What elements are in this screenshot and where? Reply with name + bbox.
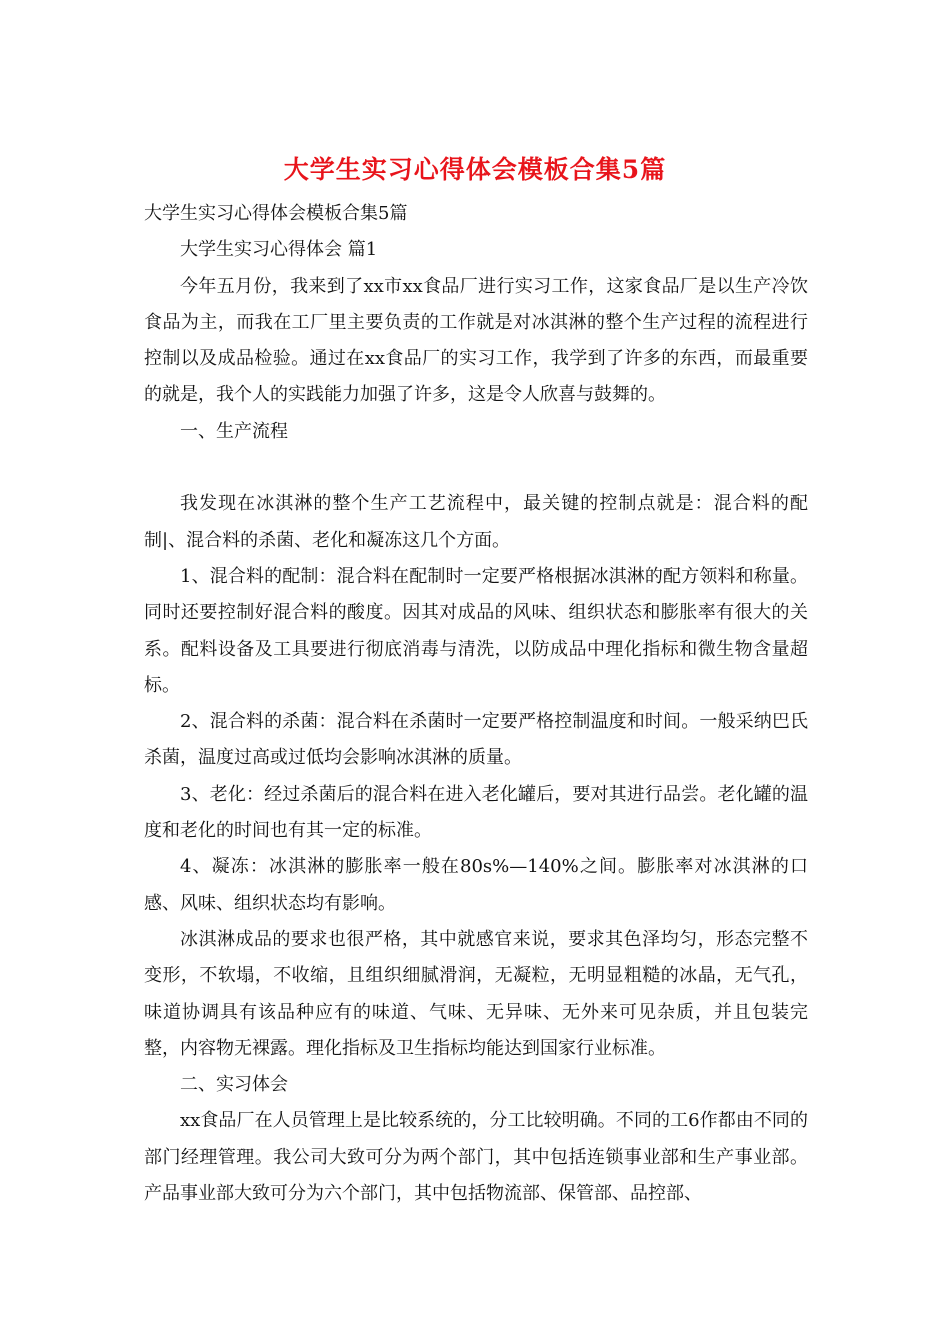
blank-line [144,450,808,486]
article-heading: 大学生实习心得体会 篇1 [180,239,378,261]
paragraph-key-points: 我发现在冰淇淋的整个生产工艺流程中，最关键的控制点就是：混合料的配制|、混合料的杀菌、老化和凝冻这几个方面。 [144,493,808,551]
document-body [144,196,808,1212]
section-heading-production: 一、生产流程 [180,420,288,442]
paragraph-product-requirements: 冰淇淋成品的要求也很严格，其中就感官来说，要求其色泽均匀，形态完整不变形，不软塌，不收缩，且组织细腻滑润，无凝粒，无明显粗糙的冰晶，无气孔，味道协调具有该品种应有的味道、气味、无异味、无外来可见杂质，并且包装完整，内容物无裸露。理化指标及卫生指标均能达到国家行业标准。 [144,928,808,1059]
paragraph-management: xx食品厂在人员管理上是比较系统的，分工比较明确。不同的工6作都由不同的部门经理管理。我公司大致可分为两个部门，其中包括连锁事业部和生产事业部。产品事业部大致可分为六个部门，其中包括物流部、保管部、品控部、 [144,1110,808,1205]
paragraph-aging: 3、老化：经过杀菌后的混合料在进入老化罐后，要对其进行品尝。老化罐的温度和老化的时间也有其一定的标准。 [144,783,808,842]
paragraph-freezing: 4、凝冻：冰淇淋的膨胀率一般在80s%—140%之间。膨胀率对冰淇淋的口感、风味、组织状态均有影响。 [144,856,808,914]
paragraph-mixing: 1、混合料的配制：混合料在配制时一定要严格根据冰淇淋的配方领料和称量。同时还要控制好混合料的酸度。因其对成品的风味、组织状态和膨胀率有很大的关系。配料设备及工具要进行彻底消毒与清洗，以防成品中理化指标和微生物含量超标。 [144,565,808,696]
paragraph-sterilization: 2、混合料的杀菌：混合料在杀菌时一定要严格控制温度和时间。一般采纳巴氏杀菌，温度过高或过低均会影响冰淇淋的质量。 [144,711,808,769]
paragraph-intro: 今年五月份，我来到了xx市xx食品厂进行实习工作，这家食品厂是以生产冷饮食品为主，而我在工厂里主要负责的工作就是对冰淇淋的整个生产过程的流程进行控制以及成品检验。通过在xx食品厂的实习工作，我学到了许多的东西，而最重要的就是，我个人的实践能力加强了许多，这是令人欣喜与鼓舞的。 [144,275,808,406]
document-title: 大学生实习心得体会模板合集5篇 [283,155,667,184]
section-heading-experience: 二、实习体会 [180,1074,288,1096]
document-subtitle: 大学生实习心得体会模板合集5篇 [144,203,408,224]
